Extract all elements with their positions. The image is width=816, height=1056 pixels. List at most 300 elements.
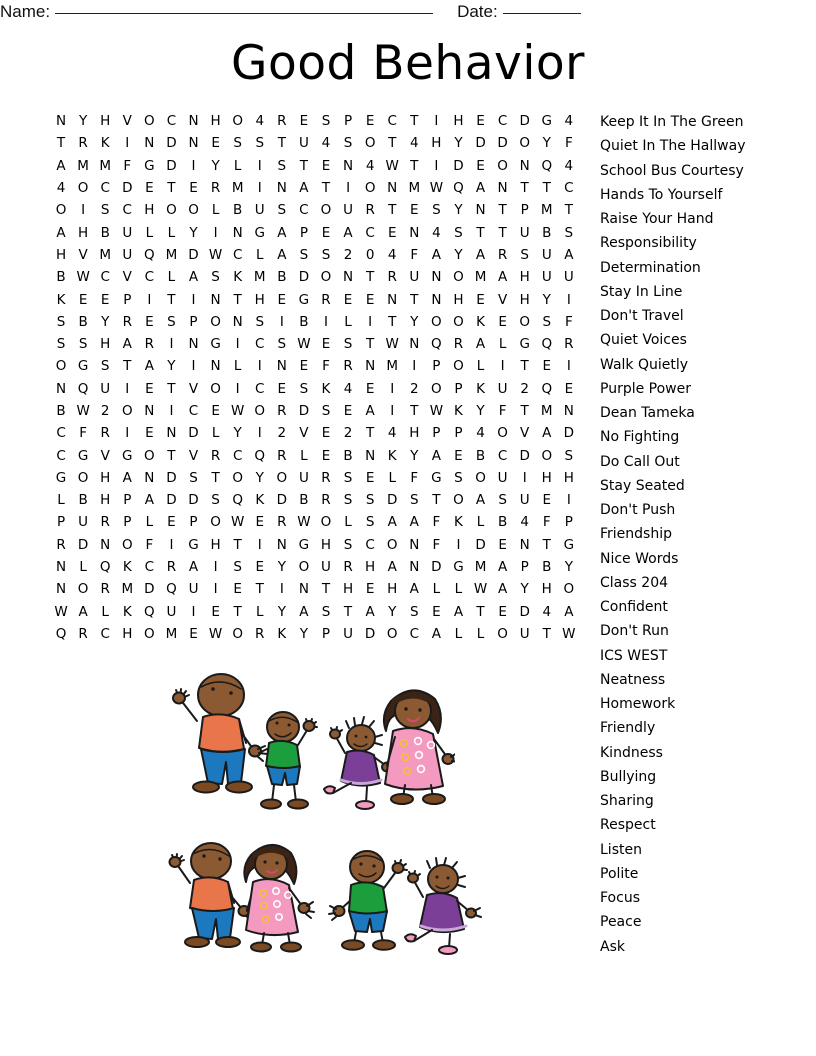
grid-cell[interactable]: O <box>77 469 89 486</box>
grid-cell[interactable]: Q <box>541 380 553 397</box>
grid-cell[interactable]: H <box>453 113 464 130</box>
grid-cell[interactable]: E <box>498 603 507 620</box>
grid-cell[interactable]: Y <box>277 559 286 576</box>
grid-cell[interactable]: A <box>475 336 486 353</box>
grid-cell[interactable]: S <box>299 246 309 263</box>
grid-cell[interactable]: P <box>432 425 441 442</box>
grid-cell[interactable]: R <box>255 625 265 642</box>
grid-cell[interactable]: L <box>432 581 441 598</box>
grid-cell[interactable]: 4 <box>387 246 397 263</box>
grid-cell[interactable]: Y <box>388 603 397 620</box>
grid-cell[interactable]: P <box>432 358 441 375</box>
grid-cell[interactable]: W <box>385 336 399 353</box>
grid-cell[interactable]: R <box>387 269 397 286</box>
grid-cell[interactable]: S <box>321 246 331 263</box>
grid-cell[interactable]: G <box>519 336 530 353</box>
grid-cell[interactable]: T <box>388 135 397 152</box>
grid-cell[interactable]: G <box>77 447 89 464</box>
grid-cell[interactable]: A <box>431 447 441 464</box>
grid-cell[interactable]: L <box>145 514 154 531</box>
grid-cell[interactable]: H <box>563 469 574 486</box>
grid-cell[interactable]: 4 <box>542 603 552 620</box>
grid-cell[interactable]: U <box>563 269 574 286</box>
grid-cell[interactable]: A <box>387 559 397 576</box>
grid-cell[interactable]: O <box>475 469 486 486</box>
grid-cell[interactable]: A <box>343 224 353 241</box>
grid-cell[interactable]: K <box>122 559 132 576</box>
grid-cell[interactable]: C <box>365 536 375 553</box>
grid-cell[interactable]: B <box>78 313 88 330</box>
grid-cell[interactable]: C <box>144 269 155 286</box>
grid-cell[interactable]: K <box>476 313 485 330</box>
grid-cell[interactable]: D <box>475 135 486 152</box>
grid-cell[interactable]: G <box>541 113 552 130</box>
grid-cell[interactable]: O <box>77 180 89 197</box>
grid-cell[interactable]: V <box>122 269 132 286</box>
grid-cell[interactable]: U <box>541 269 552 286</box>
grid-cell[interactable]: O <box>320 514 332 531</box>
grid-cell[interactable]: U <box>541 246 552 263</box>
grid-cell[interactable]: L <box>211 202 220 219</box>
grid-cell[interactable]: S <box>189 469 198 486</box>
grid-cell[interactable]: E <box>145 180 154 197</box>
grid-cell[interactable]: I <box>346 180 351 197</box>
grid-cell[interactable]: U <box>343 202 353 219</box>
grid-cell[interactable]: U <box>254 202 265 219</box>
grid-cell[interactable]: K <box>100 135 110 152</box>
grid-cell[interactable]: T <box>432 492 441 509</box>
grid-cell[interactable]: T <box>388 202 397 219</box>
grid-cell[interactable]: T <box>520 358 529 375</box>
grid-cell[interactable]: T <box>366 269 375 286</box>
grid-cell[interactable]: T <box>56 135 66 152</box>
grid-cell[interactable]: N <box>365 358 376 375</box>
grid-cell[interactable]: I <box>522 469 527 486</box>
grid-cell[interactable]: C <box>188 403 199 419</box>
grid-cell[interactable]: R <box>56 536 66 553</box>
grid-cell[interactable]: L <box>167 224 176 241</box>
grid-cell[interactable]: U <box>298 469 309 486</box>
grid-cell[interactable]: P <box>520 202 529 219</box>
grid-cell[interactable]: B <box>343 447 353 464</box>
grid-cell[interactable]: O <box>320 269 332 286</box>
grid-cell[interactable]: B <box>299 492 309 509</box>
grid-cell[interactable]: D <box>519 603 530 620</box>
grid-cell[interactable]: A <box>365 403 375 419</box>
grid-cell[interactable]: R <box>210 180 221 197</box>
grid-cell[interactable]: A <box>387 514 397 531</box>
grid-cell[interactable]: S <box>321 113 331 130</box>
grid-cell[interactable]: O <box>386 625 398 642</box>
grid-cell[interactable]: R <box>343 358 353 375</box>
grid-cell[interactable]: S <box>255 135 265 152</box>
grid-cell[interactable]: D <box>166 492 177 509</box>
grid-cell[interactable]: 4 <box>387 425 397 442</box>
grid-cell[interactable]: Q <box>144 603 155 620</box>
grid-cell[interactable]: O <box>77 581 89 598</box>
grid-cell[interactable]: T <box>564 202 573 219</box>
grid-cell[interactable]: S <box>100 202 110 219</box>
grid-cell[interactable]: S <box>211 269 220 286</box>
grid-cell[interactable]: E <box>365 380 375 397</box>
grid-cell[interactable]: 4 <box>520 514 529 531</box>
grid-cell[interactable]: C <box>255 336 265 353</box>
grid-cell[interactable]: S <box>343 469 353 486</box>
grid-cell[interactable]: P <box>520 559 529 576</box>
grid-cell[interactable]: S <box>299 380 309 397</box>
grid-cell[interactable]: C <box>122 202 132 219</box>
grid-cell[interactable]: I <box>257 180 262 197</box>
grid-cell[interactable]: C <box>299 202 309 219</box>
grid-cell[interactable]: S <box>343 135 353 152</box>
grid-cell[interactable]: D <box>364 625 376 642</box>
grid-cell[interactable]: H <box>100 336 111 353</box>
grid-cell[interactable]: A <box>431 246 441 263</box>
grid-cell[interactable]: F <box>432 514 441 531</box>
grid-cell[interactable]: A <box>122 469 132 486</box>
grid-cell[interactable]: I <box>323 313 328 330</box>
grid-cell[interactable]: H <box>387 581 398 598</box>
grid-cell[interactable]: L <box>79 559 87 576</box>
grid-cell[interactable]: R <box>365 202 375 219</box>
grid-cell[interactable]: I <box>257 157 262 174</box>
grid-cell[interactable]: I <box>279 313 284 330</box>
grid-cell[interactable]: E <box>343 291 353 308</box>
grid-cell[interactable]: Y <box>454 246 463 263</box>
grid-cell[interactable]: N <box>144 403 155 419</box>
grid-cell[interactable]: P <box>189 514 198 531</box>
grid-cell[interactable]: O <box>386 536 398 553</box>
grid-cell[interactable]: N <box>55 581 67 598</box>
grid-cell[interactable]: U <box>519 625 530 642</box>
grid-cell[interactable]: Q <box>431 336 442 353</box>
grid-cell[interactable]: F <box>498 403 507 419</box>
grid-cell[interactable]: W <box>230 514 245 531</box>
grid-cell[interactable]: E <box>321 447 331 464</box>
grid-cell[interactable]: K <box>454 403 463 419</box>
grid-cell[interactable]: A <box>277 246 287 263</box>
grid-cell[interactable]: Y <box>277 603 286 620</box>
grid-cell[interactable]: V <box>299 425 309 442</box>
grid-cell[interactable]: O <box>497 157 508 174</box>
grid-cell[interactable]: T <box>167 447 176 464</box>
grid-cell[interactable]: M <box>474 559 487 576</box>
grid-cell[interactable]: G <box>210 336 221 353</box>
grid-cell[interactable]: S <box>410 492 419 509</box>
grid-cell[interactable]: D <box>497 135 508 152</box>
grid-cell[interactable]: S <box>498 492 507 509</box>
grid-cell[interactable]: Y <box>167 358 176 375</box>
grid-cell[interactable]: L <box>57 492 65 509</box>
grid-cell[interactable]: I <box>390 380 395 397</box>
grid-cell[interactable]: I <box>434 113 439 130</box>
grid-cell[interactable]: N <box>563 403 574 419</box>
grid-cell[interactable]: Y <box>299 625 309 642</box>
grid-cell[interactable]: U <box>166 603 177 620</box>
grid-cell[interactable]: K <box>387 447 397 464</box>
grid-cell[interactable]: O <box>497 625 508 642</box>
grid-cell[interactable]: S <box>432 202 441 219</box>
grid-cell[interactable]: R <box>277 403 287 419</box>
grid-cell[interactable]: T <box>366 336 375 353</box>
grid-cell[interactable]: G <box>188 536 199 553</box>
grid-cell[interactable]: H <box>320 536 332 553</box>
grid-cell[interactable]: E <box>78 291 88 308</box>
grid-cell[interactable]: M <box>474 269 487 286</box>
grid-cell[interactable]: C <box>497 447 508 464</box>
grid-cell[interactable]: E <box>365 581 375 598</box>
grid-cell[interactable]: L <box>476 514 485 531</box>
grid-cell[interactable]: K <box>277 625 287 642</box>
grid-cell[interactable]: D <box>387 492 398 509</box>
grid-cell[interactable]: A <box>453 603 464 620</box>
grid-cell[interactable]: I <box>412 358 417 375</box>
grid-cell[interactable]: B <box>56 403 66 419</box>
grid-cell[interactable]: T <box>410 157 419 174</box>
grid-cell[interactable]: D <box>188 425 199 442</box>
grid-cell[interactable]: E <box>476 291 485 308</box>
grid-cell[interactable]: C <box>387 113 397 130</box>
grid-cell[interactable]: S <box>100 358 110 375</box>
grid-cell[interactable]: O <box>519 313 530 330</box>
grid-cell[interactable]: I <box>257 358 262 375</box>
grid-cell[interactable]: O <box>298 559 310 576</box>
grid-cell[interactable]: E <box>321 336 331 353</box>
grid-cell[interactable]: D <box>77 536 89 553</box>
grid-cell[interactable]: K <box>476 380 485 397</box>
grid-cell[interactable]: O <box>541 447 553 464</box>
grid-cell[interactable]: Y <box>454 202 463 219</box>
grid-cell[interactable]: Y <box>78 113 88 130</box>
grid-cell[interactable]: E <box>564 380 574 397</box>
grid-cell[interactable]: L <box>145 224 154 241</box>
grid-cell[interactable]: 4 <box>432 224 441 241</box>
grid-cell[interactable]: S <box>277 336 287 353</box>
grid-cell[interactable]: C <box>365 224 375 241</box>
grid-cell[interactable]: M <box>121 581 134 598</box>
grid-cell[interactable]: C <box>56 447 66 464</box>
grid-cell[interactable]: T <box>343 603 353 620</box>
grid-cell[interactable]: E <box>189 625 198 642</box>
grid-cell[interactable]: T <box>542 536 551 553</box>
grid-cell[interactable]: N <box>343 157 354 174</box>
grid-cell[interactable]: R <box>564 336 574 353</box>
grid-cell[interactable]: O <box>55 202 67 219</box>
grid-cell[interactable]: E <box>410 202 419 219</box>
grid-cell[interactable]: V <box>100 447 110 464</box>
grid-cell[interactable]: S <box>454 469 463 486</box>
grid-cell[interactable]: H <box>342 581 354 598</box>
grid-cell[interactable]: N <box>276 536 287 553</box>
grid-cell[interactable]: A <box>475 492 486 509</box>
grid-cell[interactable]: 2 <box>409 380 419 397</box>
grid-cell[interactable]: C <box>100 625 110 642</box>
grid-cell[interactable]: L <box>388 469 396 486</box>
grid-cell[interactable]: N <box>497 180 508 197</box>
grid-cell[interactable]: L <box>101 603 109 620</box>
grid-cell[interactable]: U <box>497 380 508 397</box>
grid-cell[interactable]: H <box>254 291 265 308</box>
grid-cell[interactable]: E <box>321 224 331 241</box>
grid-cell[interactable]: D <box>298 269 310 286</box>
grid-cell[interactable]: A <box>299 603 309 620</box>
grid-cell[interactable]: U <box>343 625 353 642</box>
grid-cell[interactable]: N <box>431 291 442 308</box>
grid-cell[interactable]: R <box>100 425 110 442</box>
grid-cell[interactable]: W <box>297 336 311 353</box>
grid-cell[interactable]: E <box>189 180 198 197</box>
grid-cell[interactable]: A <box>277 224 287 241</box>
grid-cell[interactable]: I <box>213 581 218 598</box>
grid-cell[interactable]: P <box>343 113 353 130</box>
grid-cell[interactable]: T <box>321 581 331 598</box>
grid-cell[interactable]: G <box>563 536 575 553</box>
grid-cell[interactable]: L <box>233 358 242 375</box>
grid-cell[interactable]: E <box>476 157 485 174</box>
grid-cell[interactable]: I <box>191 603 196 620</box>
grid-cell[interactable]: E <box>145 380 154 397</box>
grid-cell[interactable]: O <box>232 113 243 130</box>
grid-cell[interactable]: G <box>122 447 133 464</box>
grid-cell[interactable]: F <box>322 358 330 375</box>
grid-cell[interactable]: Y <box>211 157 220 174</box>
grid-cell[interactable]: N <box>188 113 199 130</box>
grid-cell[interactable]: L <box>344 313 352 330</box>
grid-cell[interactable]: Y <box>255 469 264 486</box>
grid-cell[interactable]: U <box>321 559 331 576</box>
grid-cell[interactable]: O <box>232 469 243 486</box>
grid-cell[interactable]: A <box>144 358 154 375</box>
grid-cell[interactable]: R <box>100 514 110 531</box>
grid-cell[interactable]: O <box>55 358 67 375</box>
grid-cell[interactable]: S <box>520 246 529 263</box>
grid-cell[interactable]: L <box>211 425 220 442</box>
grid-cell[interactable]: T <box>167 291 176 308</box>
grid-cell[interactable]: T <box>167 180 176 197</box>
grid-cell[interactable]: M <box>99 157 112 174</box>
grid-cell[interactable]: F <box>410 246 419 263</box>
grid-cell[interactable]: M <box>99 246 112 263</box>
grid-cell[interactable]: R <box>210 447 221 464</box>
grid-cell[interactable]: L <box>233 157 242 174</box>
grid-cell[interactable]: N <box>100 536 111 553</box>
grid-cell[interactable]: O <box>431 380 442 397</box>
grid-cell[interactable]: N <box>188 336 199 353</box>
grid-cell[interactable]: A <box>56 157 66 174</box>
grid-cell[interactable]: S <box>564 224 574 241</box>
grid-cell[interactable]: I <box>125 135 130 152</box>
grid-cell[interactable]: T <box>476 603 485 620</box>
grid-cell[interactable]: D <box>166 135 177 152</box>
grid-cell[interactable]: S <box>454 224 463 241</box>
grid-cell[interactable]: E <box>432 603 441 620</box>
grid-cell[interactable]: W <box>429 403 444 419</box>
grid-cell[interactable]: E <box>145 313 154 330</box>
grid-cell[interactable]: I <box>390 403 395 419</box>
grid-cell[interactable]: O <box>364 135 376 152</box>
grid-cell[interactable]: N <box>232 224 243 241</box>
grid-cell[interactable]: S <box>321 603 331 620</box>
grid-cell[interactable]: M <box>231 180 244 197</box>
grid-cell[interactable]: E <box>498 313 507 330</box>
grid-cell[interactable]: E <box>299 358 309 375</box>
grid-cell[interactable]: C <box>144 559 155 576</box>
grid-cell[interactable]: P <box>299 224 308 241</box>
grid-cell[interactable]: I <box>169 336 174 353</box>
grid-cell[interactable]: H <box>453 291 464 308</box>
grid-cell[interactable]: A <box>78 603 88 620</box>
grid-cell[interactable]: T <box>542 180 551 197</box>
grid-cell[interactable]: E <box>255 514 264 531</box>
grid-cell[interactable]: M <box>408 180 421 197</box>
grid-cell[interactable]: T <box>255 581 264 598</box>
grid-cell[interactable]: T <box>277 135 286 152</box>
grid-cell[interactable]: A <box>144 492 154 509</box>
grid-cell[interactable]: C <box>56 425 66 442</box>
grid-cell[interactable]: S <box>167 313 176 330</box>
grid-cell[interactable]: N <box>409 536 420 553</box>
grid-cell[interactable]: I <box>500 358 505 375</box>
grid-cell[interactable]: Y <box>476 403 485 419</box>
grid-cell[interactable]: N <box>144 135 155 152</box>
grid-cell[interactable]: E <box>542 358 552 375</box>
grid-cell[interactable]: O <box>320 202 332 219</box>
grid-cell[interactable]: I <box>125 380 130 397</box>
grid-cell[interactable]: N <box>276 358 287 375</box>
grid-cell[interactable]: I <box>191 358 196 375</box>
grid-cell[interactable]: R <box>78 135 88 152</box>
grid-cell[interactable]: D <box>475 536 486 553</box>
grid-cell[interactable]: E <box>211 603 220 620</box>
grid-cell[interactable]: D <box>519 113 530 130</box>
grid-cell[interactable]: R <box>321 469 331 486</box>
grid-cell[interactable]: T <box>520 180 529 197</box>
grid-cell[interactable]: N <box>55 380 67 397</box>
grid-cell[interactable]: I <box>368 313 373 330</box>
grid-cell[interactable]: K <box>454 514 463 531</box>
grid-cell[interactable]: A <box>475 180 486 197</box>
grid-cell[interactable]: T <box>233 536 242 553</box>
grid-cell[interactable]: A <box>475 246 486 263</box>
grid-cell[interactable]: P <box>123 291 132 308</box>
grid-cell[interactable]: O <box>453 358 464 375</box>
grid-cell[interactable]: L <box>255 246 264 263</box>
grid-cell[interactable]: D <box>166 157 177 174</box>
grid-cell[interactable]: L <box>454 581 463 598</box>
grid-cell[interactable]: F <box>564 313 573 330</box>
grid-cell[interactable]: T <box>366 425 375 442</box>
grid-cell[interactable]: R <box>78 625 88 642</box>
grid-cell[interactable]: S <box>233 559 242 576</box>
grid-cell[interactable]: G <box>298 291 310 308</box>
grid-cell[interactable]: O <box>453 492 464 509</box>
grid-cell[interactable]: Q <box>541 157 553 174</box>
grid-cell[interactable]: P <box>56 514 66 531</box>
grid-cell[interactable]: P <box>189 313 198 330</box>
grid-cell[interactable]: W <box>385 157 399 174</box>
grid-cell[interactable]: S <box>343 536 353 553</box>
grid-cell[interactable]: O <box>144 447 155 464</box>
grid-cell[interactable]: A <box>497 581 508 598</box>
grid-cell[interactable]: T <box>498 202 507 219</box>
grid-cell[interactable]: P <box>564 514 573 531</box>
grid-cell[interactable]: R <box>277 447 287 464</box>
grid-cell[interactable]: 4 <box>564 113 574 130</box>
grid-cell[interactable]: I <box>235 380 240 397</box>
grid-cell[interactable]: E <box>321 157 331 174</box>
grid-cell[interactable]: Y <box>520 581 529 598</box>
grid-cell[interactable]: A <box>122 336 132 353</box>
